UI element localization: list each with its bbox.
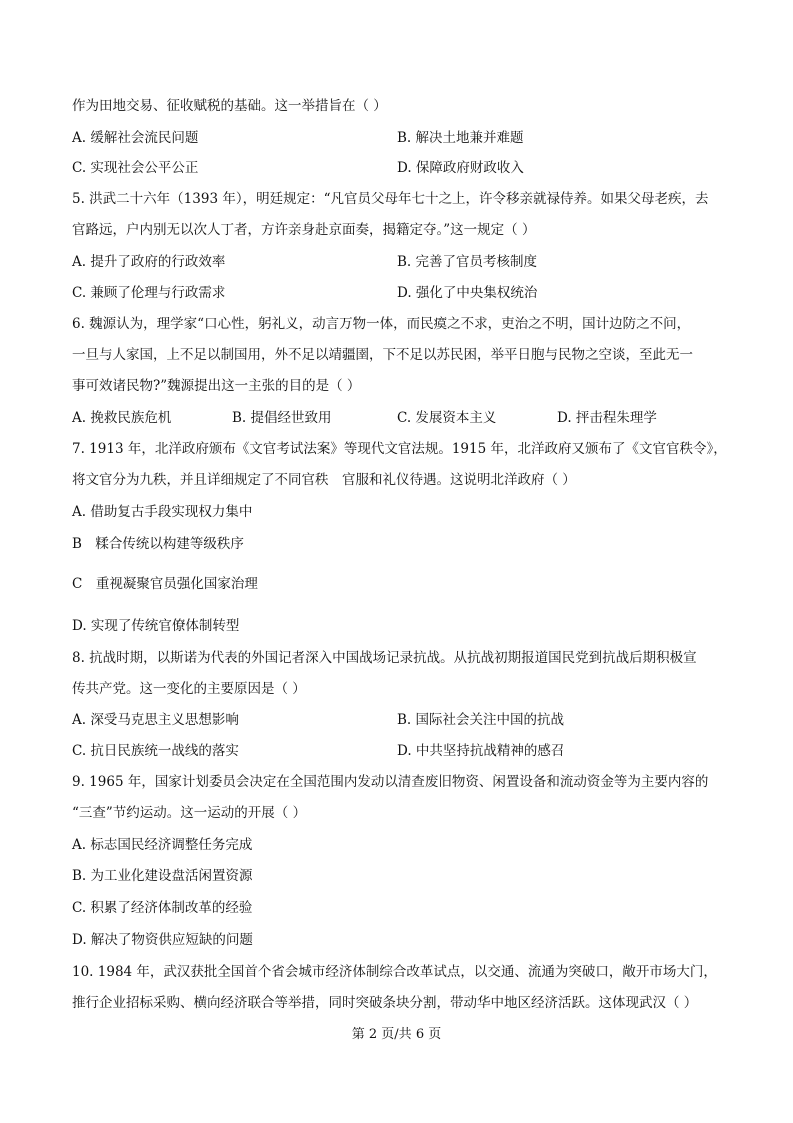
q6-option-d: D. 抨击程朱理学 [557, 410, 657, 426]
q8-option-b: B. 国际社会关注中国的抗战 [397, 712, 565, 728]
q8-option-a: A. 深受马克思主义思想影响 [72, 712, 239, 728]
q5-stem-line-2: 官路远，户内别无以次人丁者，方许亲身赴京面奏，揭籍定夺。”这一规定（ ） [72, 222, 536, 238]
q7-option-b: B 糅合传统以构建等级秩序 [72, 536, 244, 552]
q5-option-a: A. 提升了政府的行政效率 [72, 254, 226, 270]
q4-option-a: A. 缓解社会流民问题 [72, 130, 199, 146]
q5-option-d: D. 强化了中央集权统治 [397, 285, 538, 301]
q9-option-b: B. 为工业化建设盘活闲置资源 [72, 868, 253, 884]
q6-stem-line-3: 事可效诸民物?”魏源提出这一主张的目的是（ ） [72, 378, 361, 394]
page-number: 第 2 页/共 6 页 [351, 1027, 442, 1042]
q8-option-c: C. 抗日民族统一战线的落实 [72, 743, 239, 759]
q7-stem-line-1: 7. 1913 年，北洋政府颁布《文官考试法案》等现代文官法规。1915 年，北洋政府又颁布了《文官官秩令》， [72, 441, 727, 457]
q8-option-d: D. 中共坚持抗战精神的感召 [397, 743, 565, 759]
q9-option-c: C. 积累了经济体制改革的经验 [72, 900, 253, 916]
q7-stem-line-2: 将文官分为九秩，并且详细规定了不同官秩 官服和礼仪待遇。这说明北洋政府（ ） [72, 472, 576, 488]
q4-option-c: C. 实现社会公平公正 [72, 160, 199, 176]
q7-option-d: D. 实现了传统官僚体制转型 [72, 618, 240, 634]
q10-stem-line-2: 推行企业招标采购、横向经济联合等举措，同时突破条块分割，带动华中地区经济活跃。这体现武汉（ ） [72, 995, 698, 1011]
q6-stem-line-1: 6. 魏源认为，理学家“口心性，躬礼义，动言万物一体，而民瘼之不求，吏治之不明，国计边防之不问， [72, 316, 691, 332]
q4-option-d: D. 保障政府财政收入 [397, 160, 524, 176]
q5-option-c: C. 兼顾了伦理与行政需求 [72, 285, 226, 301]
q4-stem: 作为田地交易、征收赋税的基础。这一举措旨在（ ） [72, 98, 387, 114]
q6-stem-line-2: 一旦与人家国，上不足以制国用，外不足以靖疆圉，下不足以苏民困，举平日胞与民物之空谈，至此无一 [72, 347, 693, 363]
q8-stem-line-2: 传共产党。这一变化的主要原因是（ ） [72, 681, 306, 697]
q6-option-b: B. 提倡经世致用 [232, 410, 332, 426]
q9-stem-line-2: “三查”节约运动。这一运动的开展（ ） [72, 805, 307, 821]
q5-option-b: B. 完善了官员考核制度 [397, 254, 538, 270]
q9-option-a: A. 标志国民经济调整任务完成 [72, 837, 253, 853]
q6-option-a: A. 挽救民族危机 [72, 410, 172, 426]
q6-option-c: C. 发展资本主义 [397, 410, 497, 426]
q7-option-a: A. 借助复古手段实现权力集中 [72, 504, 253, 520]
q5-stem-line-1: 5. 洪武二十六年（1393 年），明廷规定：“凡官员父母年七十之上，许令移亲就禄侍养。如果父母老疾，去 [72, 191, 709, 207]
q9-stem-line-1: 9. 1965 年，国家计划委员会决定在全国范围内发动以清查废旧物资、闲置设备和流动资金等为主要内容的 [72, 774, 709, 790]
q7-option-c: C 重视凝聚官员强化国家治理 [72, 576, 258, 592]
q9-option-d: D. 解决了物资供应短缺的问题 [72, 932, 253, 948]
q10-stem-line-1: 10. 1984 年，武汉获批全国首个省会城市经济体制综合改革试点，以交通、流通为突破口，敞开市场大门， [72, 964, 717, 980]
q8-stem-line-1: 8. 抗战时期，以斯诺为代表的外国记者深入中国战场记录抗战。从抗战初期报道国民党到抗战后期积极宣 [72, 650, 697, 666]
q4-option-b: B. 解决土地兼并难题 [397, 130, 524, 146]
